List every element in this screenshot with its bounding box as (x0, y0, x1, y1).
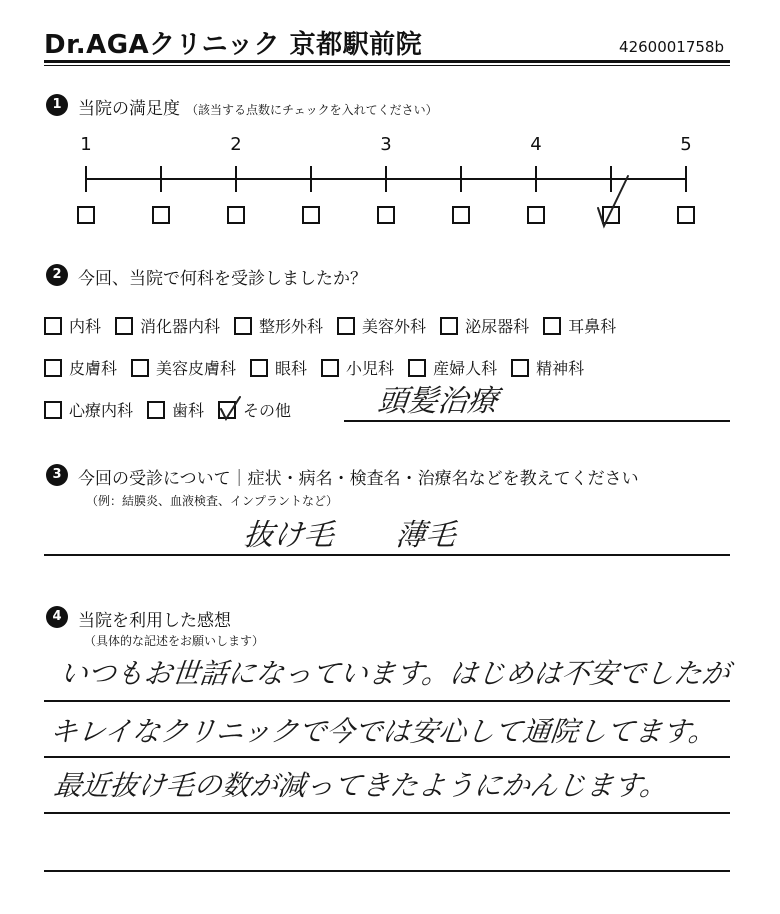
satisfaction-checkbox-3[interactable] (377, 206, 395, 224)
document-id: 4260001758b (619, 38, 724, 56)
check-mark-icon (218, 395, 242, 421)
department-checkbox[interactable] (543, 317, 561, 335)
department-label: 心療内科 (69, 401, 134, 420)
department-checkbox[interactable] (147, 401, 165, 419)
impression-rule-2 (44, 756, 730, 758)
department-label: その他 (243, 401, 292, 420)
scale-label-4: 4 (530, 134, 542, 155)
department-option[interactable] (115, 314, 220, 337)
question-3-example: （例：結膜炎、血液検査、インプラントなど） (86, 494, 339, 508)
satisfaction-checkbox-3-5[interactable] (452, 206, 470, 224)
department-option[interactable] (543, 314, 616, 337)
scale-tick (685, 166, 687, 192)
question-3-answer-1: 抜け毛 (241, 518, 336, 553)
satisfaction-checkbox-1-5[interactable] (152, 206, 170, 224)
impression-rule-3 (44, 812, 730, 814)
impression-line-2: キレイなクリニックで今では安心して通院してます。 (48, 715, 718, 748)
impression-rule-4 (44, 870, 730, 872)
header-rule-thick (44, 60, 730, 63)
scale-tick (385, 166, 387, 192)
department-checkbox[interactable] (44, 317, 62, 335)
question-4-number: 4 (46, 606, 68, 628)
satisfaction-checkbox-1[interactable] (77, 206, 95, 224)
department-option[interactable] (44, 398, 133, 421)
department-label: 内科 (69, 317, 102, 336)
department-label: 精神科 (536, 359, 585, 378)
department-row-2 (44, 356, 598, 379)
department-option[interactable] (218, 398, 291, 421)
question-1-note: （該当する点数にチェックを入れてください） (186, 103, 438, 117)
scale-tick (535, 166, 537, 192)
scale-label-2: 2 (230, 134, 242, 155)
impression-line-1: いつもお世話になっています。はじめは不安でしたが (58, 657, 732, 690)
satisfaction-checkbox-4[interactable] (527, 206, 545, 224)
scale-tick (160, 166, 162, 192)
other-answer-line (344, 420, 730, 422)
department-label: 歯科 (172, 401, 205, 420)
department-checkbox[interactable] (44, 359, 62, 377)
scale-tick (235, 166, 237, 192)
impression-line-3: 最近抜け毛の数が減ってきたようにかんじます。 (52, 769, 670, 802)
department-option[interactable] (440, 314, 529, 337)
department-checkbox[interactable] (511, 359, 529, 377)
impression-rule-1 (44, 700, 730, 702)
department-option[interactable] (511, 356, 584, 379)
department-label: 眼科 (275, 359, 308, 378)
department-checkbox[interactable] (321, 359, 339, 377)
department-label: 泌尿器科 (465, 317, 530, 336)
department-row-1 (44, 314, 630, 337)
department-row-3 (44, 398, 305, 421)
department-label: 美容外科 (362, 317, 427, 336)
question-1-number: 1 (46, 94, 68, 116)
satisfaction-checkbox-2-5[interactable] (302, 206, 320, 224)
department-checkbox[interactable] (408, 359, 426, 377)
department-checkbox[interactable] (218, 401, 236, 419)
question-3-answer-line (44, 554, 730, 556)
department-checkbox[interactable] (337, 317, 355, 335)
question-2-number: 2 (46, 264, 68, 286)
department-checkbox[interactable] (44, 401, 62, 419)
scale-label-1: 1 (80, 134, 92, 155)
department-option[interactable] (250, 356, 307, 379)
other-department-answer: 頭髪治療 (375, 384, 500, 419)
header-rule-thin (44, 65, 730, 66)
department-label: 美容皮膚科 (156, 359, 237, 378)
scale-tick (310, 166, 312, 192)
satisfaction-checkbox-5[interactable] (677, 206, 695, 224)
department-option[interactable] (147, 398, 204, 421)
clinic-title: Dr.AGAクリニック 京都駅前院 (44, 30, 423, 60)
department-option[interactable] (234, 314, 323, 337)
scale-label-3: 3 (380, 134, 392, 155)
question-1-header (78, 94, 438, 119)
department-option[interactable] (44, 314, 101, 337)
department-checkbox[interactable] (250, 359, 268, 377)
scale-tick (85, 166, 87, 192)
question-4-note: （具体的な記述をお願いします） (84, 634, 265, 648)
department-option[interactable] (337, 314, 426, 337)
satisfaction-checkbox-2[interactable] (227, 206, 245, 224)
scale-tick (460, 166, 462, 192)
question-3-answer-2: 薄毛 (393, 518, 458, 553)
department-option[interactable] (131, 356, 236, 379)
department-checkbox[interactable] (115, 317, 133, 335)
question-2-title: 今回、当院で何科を受診しましたか？ (78, 269, 367, 289)
department-label: 耳鼻科 (568, 317, 617, 336)
department-checkbox[interactable] (234, 317, 252, 335)
department-label: 整形外科 (259, 317, 324, 336)
department-label: 産婦人科 (433, 359, 498, 378)
department-option[interactable] (44, 356, 117, 379)
department-label: 消化器内科 (140, 317, 221, 336)
department-label: 皮膚科 (69, 359, 118, 378)
question-4-title: 当院を利用した感想 (78, 611, 231, 631)
department-checkbox[interactable] (440, 317, 458, 335)
department-checkbox[interactable] (131, 359, 149, 377)
question-1-title: 当院の満足度 (78, 99, 180, 119)
scale-label-5: 5 (680, 134, 692, 155)
department-label: 小児科 (346, 359, 395, 378)
question-3-title: 今回の受診について｜症状・病名・検査名・治療名などを教えてください (78, 469, 639, 489)
satisfaction-check-mark (590, 172, 634, 234)
question-3-number: 3 (46, 464, 68, 486)
